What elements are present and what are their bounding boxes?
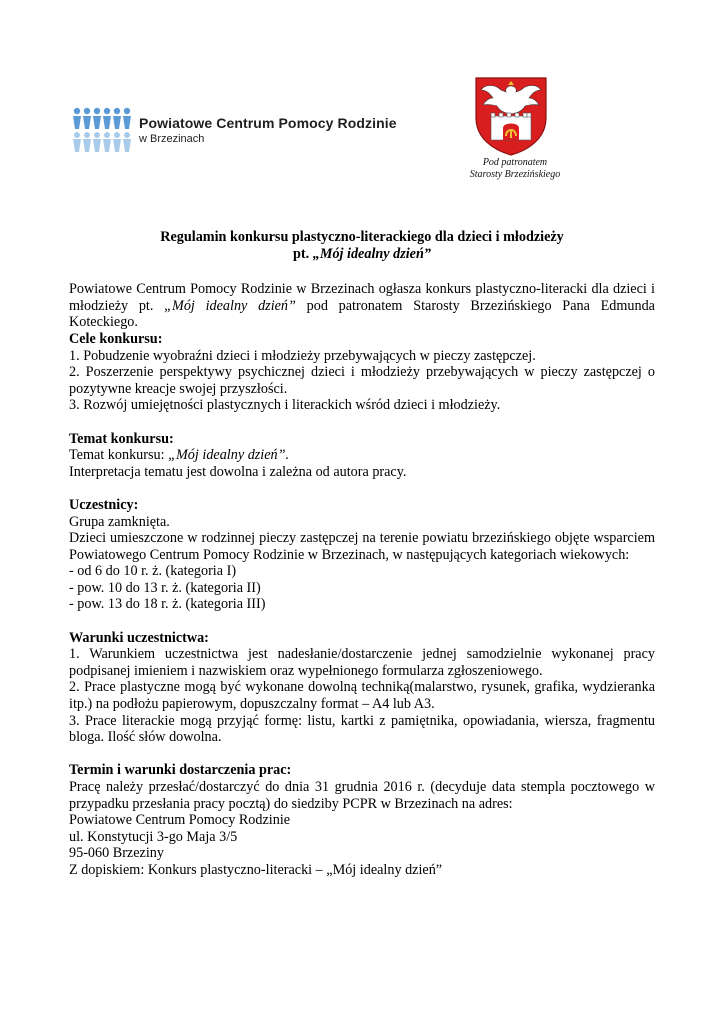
address-line: Powiatowe Centrum Pomocy Rodzinie bbox=[69, 812, 291, 829]
organization-location: w Brzezinach bbox=[139, 133, 205, 145]
age-category-item: - pow. 10 do 13 r. ż. (kategoria II) bbox=[69, 579, 261, 596]
conditions-heading: Warunki uczestnictwa: bbox=[69, 629, 209, 646]
goal-item: 1. Pobudzenie wyobraźni dzieci i młodzieży przebywających w pieczy zastępczej. bbox=[69, 347, 536, 364]
topic-prefix: Temat konkursu: bbox=[69, 447, 169, 464]
participants-heading: Uczestnicy: bbox=[69, 496, 139, 513]
family-figures-icon bbox=[72, 107, 132, 153]
goal-item: 2. Poszerzenie perspektywy psychicznej dzieci i młodzieży przebywających w pieczy zastępczej o pozytywne kreacje swojej przyszłości. bbox=[69, 364, 655, 397]
age-category-item: - od 6 do 10 r. ż. (kategoria I) bbox=[69, 563, 237, 580]
age-category-item: - pow. 13 do 18 r. ż. (kategoria III) bbox=[69, 596, 266, 613]
address-line: ul. Konstytucji 3-go Maja 3/5 bbox=[69, 828, 238, 845]
address-line: 95-060 Brzeziny bbox=[69, 845, 164, 862]
goal-item: 3. Rozwój umiejętności plastycznych i literackich wśród dzieci i młodzieży. bbox=[69, 397, 501, 414]
intro-text-1: Powiatowe Centrum Pomocy Rodzinie w Brzezinach ogłasza konkurs plastyczno-literacki dla dzieci i młodzieży pt. bbox=[69, 281, 655, 314]
topic-contest-name: „Mój idealny dzień”. bbox=[168, 447, 290, 464]
participants-item: Dzieci umieszczone w rodzinnej pieczy zastępczej na terenie powiatu brzezińskiego objęte wsparciem Powiatowego Centrum Pomocy Rodzinie w Brzezinach, w następujących kategoriach wiekowych: bbox=[69, 530, 655, 563]
patronage-line-1: Pod patronatem bbox=[482, 157, 548, 168]
intro-text-2: pod patronatem Starosty Brzezińskiego Pana Edmunda Koteckiego. bbox=[69, 297, 655, 331]
participants-item: Grupa zamknięta. bbox=[69, 513, 170, 530]
organization-logo bbox=[72, 107, 397, 153]
condition-item: 2. Prace plastyczne mogą być wykonane dowolną techniką(malarstwo, rysunek, grafika, wydzieranka itp.) na podłożu papierowym, dopuszczalny format – A4 lub A3. bbox=[69, 679, 655, 713]
organization-name: Powiatowe Centrum Pomocy Rodzinie bbox=[139, 115, 397, 131]
patronage-line-2: Starosty Brzezińskiego bbox=[469, 169, 561, 180]
patronage-note bbox=[440, 157, 590, 181]
condition-item: 1. Warunkiem uczestnictwa jest nadesłanie/dostarczenie jednej samodzielnie wykonanej pracy podpisanej imieniem i nazwiskiem oraz wypełnionego formularza zgłoszeniowego. bbox=[69, 646, 655, 679]
intro-paragraph bbox=[69, 281, 655, 331]
regulations-document bbox=[69, 229, 655, 879]
contest-name: „Mój idealny dzień” bbox=[312, 245, 431, 262]
document-title-line-1: Regulamin konkursu plastyczno-literackiego dla dzieci i młodzieży bbox=[160, 229, 564, 245]
document-title bbox=[69, 229, 655, 262]
delivery-item: Pracę należy przesłać/dostarczyć do dnia 31 grudnia 2016 r. (decyduje data stempla pocztowego w przypadku przesłania pracy pocztą) do siedziby PCPR w Brzezinach na adres: bbox=[69, 779, 655, 812]
topic-line bbox=[69, 447, 655, 464]
intro-contest-name: „Mój idealny dzień” bbox=[164, 297, 296, 314]
goals-heading: Cele konkursu: bbox=[69, 330, 163, 347]
topic-heading: Temat konkursu: bbox=[69, 430, 174, 447]
condition-item: 3. Prace literackie mogą przyjąć formę: listu, kartki z pamiętnika, opowiadania, wiersza, fragmentu bloga. Ilość słów dowolna. bbox=[69, 712, 655, 746]
coat-of-arms-icon bbox=[471, 76, 551, 156]
topic-note: Interpretacja tematu jest dowolna i zależna od autora pracy. bbox=[69, 463, 407, 480]
document-title-prefix: pt. bbox=[293, 245, 313, 262]
delivery-annotation: Z dopiskiem: Konkurs plastyczno-literacki – „Mój idealny dzień” bbox=[69, 861, 443, 878]
delivery-heading: Termin i warunki dostarczenia prac: bbox=[69, 762, 292, 779]
